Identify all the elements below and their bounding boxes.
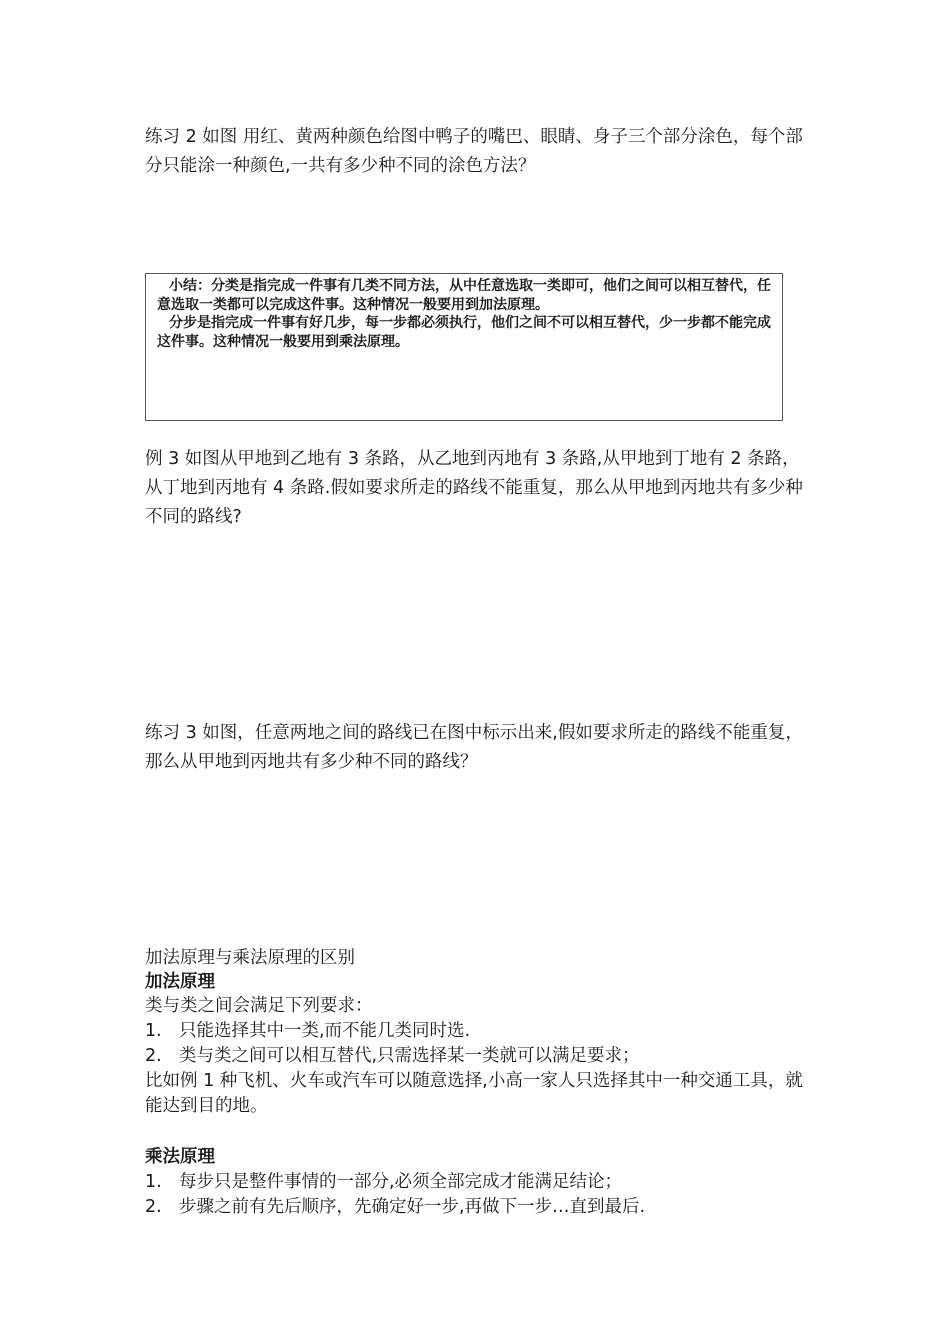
list-number: 2. xyxy=(145,1197,162,1217)
summary-classification: 小结：分类是指完成一件事有几类不同方法，从中任意选取一类即可，他们之间可以相互替代，任意选取一类都可以完成这件事。这种情况一般要用到加法原理。 xyxy=(157,278,771,313)
list-item-text: 只能选择其中一类,而不能几类同时选. xyxy=(179,1021,471,1041)
multiplication-heading: 乘法原理 xyxy=(145,1147,215,1167)
addition-intro: 类与类之间会满足下列要求： xyxy=(145,996,373,1016)
addition-item-1 xyxy=(145,1019,810,1043)
list-item-text: 每步只是整件事情的一部分,必须全部完成才能满足结论； xyxy=(179,1172,623,1192)
summary-box xyxy=(145,273,783,421)
difference-title: 加法原理与乘法原理的区别 xyxy=(145,948,355,968)
practice-2-question: 练习 2 如图 用红、黄两种颜色给图中鸭子的嘴巴、眼睛、身子三个部分涂色，每个部分只能涂一种颜色,一共有多少种不同的涂色方法？ xyxy=(145,127,803,176)
addition-example: 比如例 1 种飞机、火车或汽车可以随意选择,小高一家人只选择其中一种交通工具，就能达到目的地。 xyxy=(145,1071,803,1116)
example-3-question: 例 3 如图从甲地到乙地有 3 条路，从乙地到丙地有 3 条路,从甲地到丁地有 2 条路，从丁地到丙地有 4 条路.假如要求所走的路线不能重复，那么从甲地到丙地共有多少种不同的路线? xyxy=(145,449,803,527)
list-number: 1. xyxy=(145,1021,162,1041)
list-number: 2. xyxy=(145,1046,162,1066)
list-number: 1. xyxy=(145,1172,162,1192)
summary-steps: 分步是指完成一件事有好几步，每一步都必须执行，他们之间不可以相互替代，少一步都不能完成这件事。这种情况一般要用到乘法原理。 xyxy=(157,315,771,350)
list-item-text: 类与类之间可以相互替代,只需选择某一类就可以满足要求； xyxy=(179,1046,640,1066)
list-item-text: 步骤之前有先后顺序，先确定好一步,再做下一步…直到最后. xyxy=(179,1197,646,1217)
practice-3-question: 练习 3 如图，任意两地之间的路线已在图中标示出来,假如要求所走的路线不能重复，那么从甲地到丙地共有多少种不同的路线？ xyxy=(145,723,803,772)
multiplication-item-2 xyxy=(145,1195,810,1219)
addition-item-2 xyxy=(145,1044,810,1068)
multiplication-item-1 xyxy=(145,1170,810,1194)
addition-heading: 加法原理 xyxy=(145,972,215,992)
